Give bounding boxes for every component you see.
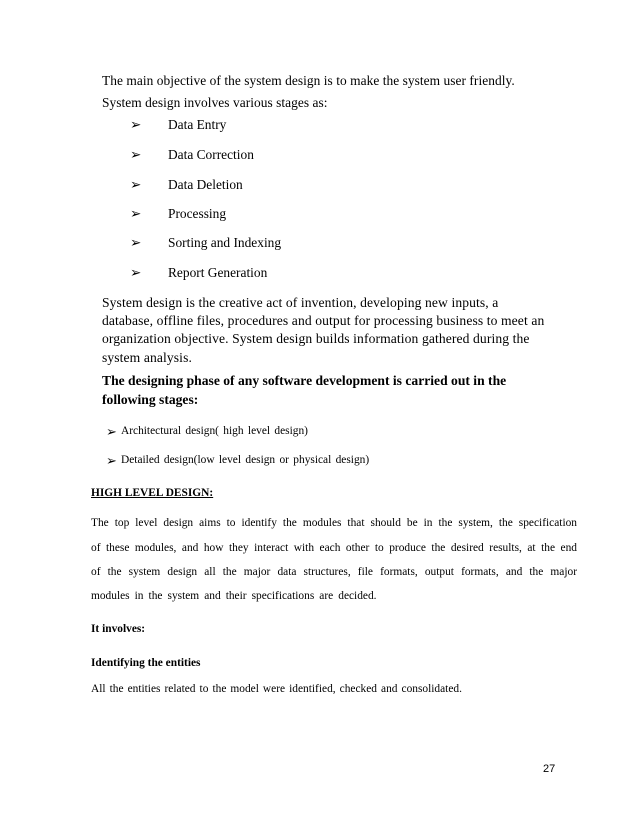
stage-label: Report Generation — [168, 265, 268, 280]
arrow-bullet-icon: ➢ — [106, 424, 117, 439]
intro-line-2: System design involves various stages as: — [102, 95, 328, 110]
designing-phase-line-1: The designing phase of any software development is carried out in the — [102, 373, 507, 388]
stage-label: Sorting and Indexing — [168, 235, 282, 250]
paragraph-line-4: system analysis. — [102, 350, 192, 365]
arrow-bullet-icon: ➢ — [130, 265, 142, 280]
identifying-text: All the entities related to the model were identified, checked and consolidated. — [91, 683, 462, 695]
identifying-heading: Identifying the entities — [91, 657, 201, 669]
stage-label: Data Deletion — [168, 177, 243, 192]
it-involves-heading: It involves: — [91, 623, 146, 635]
section-heading: HIGH LEVEL DESIGN: — [91, 487, 214, 499]
stage-label: Processing — [168, 206, 227, 221]
arrow-bullet-icon: ➢ — [130, 206, 142, 221]
body-line-3: of the system design all the major data structures, file formats, output formats, and the major — [91, 566, 577, 578]
stage-label: Data Entry — [168, 117, 227, 132]
arrow-bullet-icon: ➢ — [130, 117, 142, 132]
arrow-bullet-icon: ➢ — [106, 453, 117, 468]
arrow-bullet-icon: ➢ — [130, 177, 142, 192]
arrow-bullet-icon: ➢ — [130, 235, 142, 250]
paragraph-line-2: database, offline files, procedures and output for processing business to meet an — [102, 313, 545, 328]
page-number: 27 — [543, 763, 556, 775]
phase-label: Detailed design(low level design or physical design) — [121, 454, 370, 466]
intro-line-1: The main objective of the system design is to make the system user friendly. — [102, 73, 515, 88]
body-line-2: of these modules, and how they interact with each other to produce the desired results, at the end — [91, 542, 577, 554]
paragraph-line-3: organization objective. System design builds information gathered during the — [102, 331, 530, 346]
body-line-4: modules in the system and their specifications are decided. — [91, 590, 377, 602]
stage-label: Data Correction — [168, 147, 254, 162]
designing-phase-line-2: following stages: — [102, 392, 199, 407]
body-line-1: The top level design aims to identify the modules that should be in the system, the specification — [91, 517, 577, 529]
arrow-bullet-icon: ➢ — [130, 147, 142, 162]
paragraph-line-1: System design is the creative act of invention, developing new inputs, a — [102, 295, 499, 310]
phase-label: Architectural design( high level design) — [121, 425, 308, 437]
